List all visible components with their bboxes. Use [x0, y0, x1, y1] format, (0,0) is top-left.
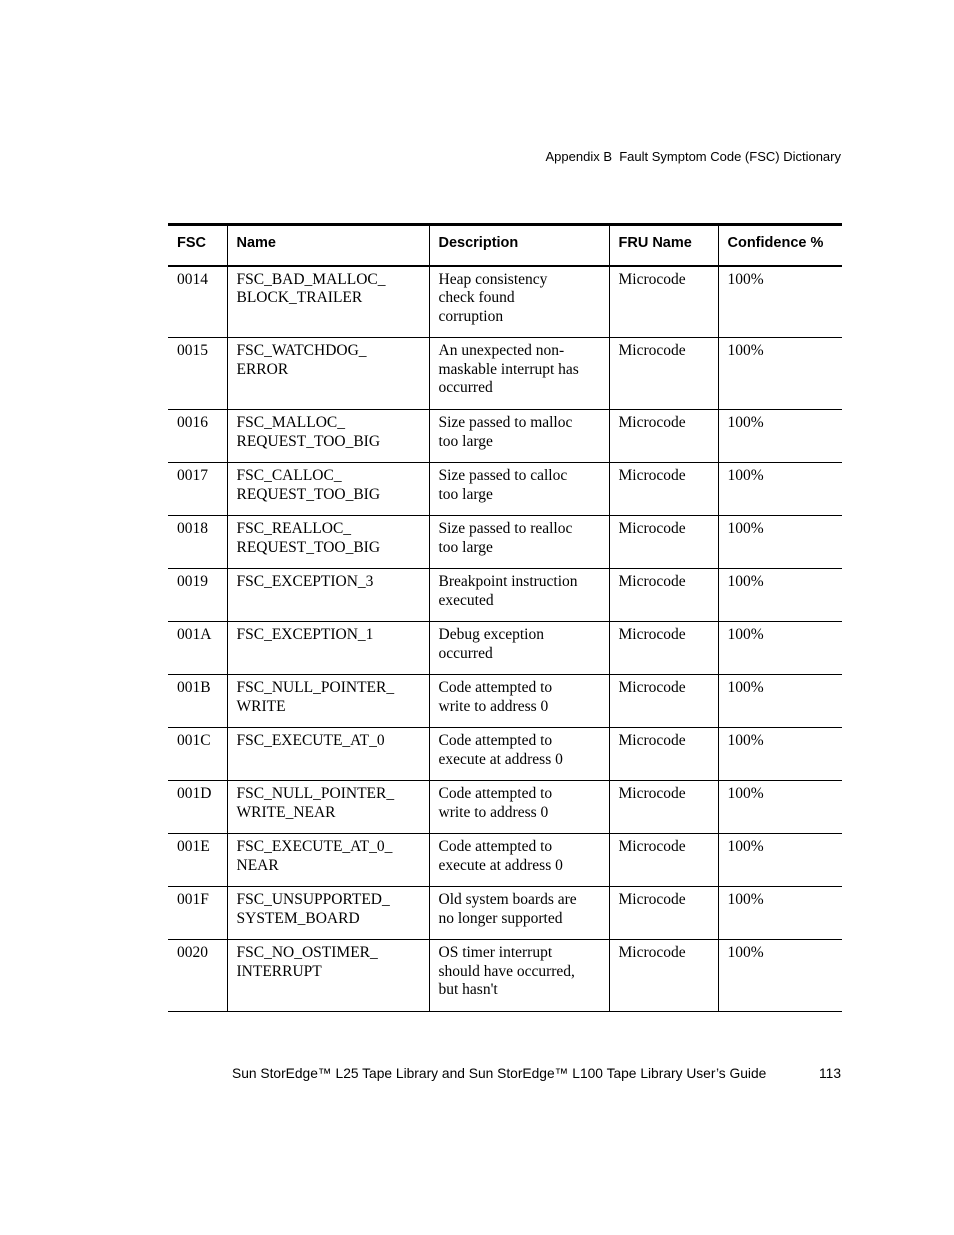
cell-description — [429, 622, 609, 675]
cell-description-line: Code attempted to — [438, 732, 553, 749]
cell-fru-name: Microcode — [609, 887, 718, 940]
cell-description-line: occurred — [438, 379, 493, 397]
cell-name-line: FSC_UNSUPPORTED_ — [236, 891, 390, 908]
cell-description — [429, 781, 609, 834]
cell-description — [429, 338, 609, 410]
cell-description-line: occurred — [438, 644, 493, 662]
cell-description-line: Code attempted to — [438, 679, 553, 696]
cell-name — [227, 410, 429, 463]
cell-description-line: Size passed to calloc — [438, 467, 568, 484]
cell-description-line: Size passed to malloc — [438, 414, 573, 431]
cell-fsc: 001D — [168, 781, 227, 834]
cell-fsc: 001C — [168, 728, 227, 781]
cell-fsc: 001A — [168, 622, 227, 675]
cell-description — [429, 728, 609, 781]
cell-fru-name: Microcode — [609, 410, 718, 463]
cell-fsc: 001B — [168, 675, 227, 728]
cell-confidence: 100% — [718, 622, 842, 675]
cell-name — [227, 622, 429, 675]
cell-fru-name: Microcode — [609, 338, 718, 410]
fsc-table — [168, 223, 842, 1012]
cell-name-line: REQUEST_TOO_BIG — [236, 538, 381, 556]
cell-description-line: Debug exception — [438, 626, 544, 643]
cell-name — [227, 728, 429, 781]
cell-name-line: BLOCK_TRAILER — [236, 289, 363, 307]
cell-name-line: FSC_EXCEPTION_1 — [236, 626, 374, 643]
cell-confidence: 100% — [718, 338, 842, 410]
cell-description-line: check found — [438, 289, 515, 307]
table-row — [168, 887, 842, 940]
cell-description-line: write to address 0 — [438, 803, 549, 821]
cell-description-line: OS timer interrupt — [438, 944, 553, 961]
cell-description-line: too large — [438, 538, 493, 556]
cell-confidence: 100% — [718, 887, 842, 940]
cell-fru-name: Microcode — [609, 516, 718, 569]
cell-description-line: no longer supported — [438, 909, 563, 927]
cell-fru-name: Microcode — [609, 569, 718, 622]
cell-confidence: 100% — [718, 834, 842, 887]
cell-description — [429, 410, 609, 463]
column-header-fru-name: FRU Name — [609, 225, 718, 266]
cell-fsc: 0018 — [168, 516, 227, 569]
table-row — [168, 781, 842, 834]
cell-name — [227, 338, 429, 410]
cell-description-line: but hasn't — [438, 981, 498, 999]
table-row — [168, 622, 842, 675]
table-row — [168, 410, 842, 463]
table-row — [168, 569, 842, 622]
cell-description-line: execute at address 0 — [438, 856, 563, 874]
cell-name-line: REQUEST_TOO_BIG — [236, 485, 381, 503]
cell-description — [429, 834, 609, 887]
cell-fsc: 0015 — [168, 338, 227, 410]
cell-name — [227, 569, 429, 622]
footer-title: Sun StorEdge™ L25 Tape Library and Sun StorEdge™ L100 Tape Library User’s Guide — [232, 1066, 767, 1081]
running-header: Appendix B Fault Symptom Code (FSC) Dictionary — [545, 149, 841, 164]
cell-confidence: 100% — [718, 781, 842, 834]
cell-name-line: SYSTEM_BOARD — [236, 909, 360, 927]
cell-name-line: FSC_BAD_MALLOC_ — [236, 270, 386, 288]
cell-name-line: FSC_REALLOC_ — [236, 520, 352, 537]
cell-name-line: INTERRUPT — [236, 962, 322, 980]
cell-description-line: Heap consistency — [438, 270, 548, 288]
cell-confidence: 100% — [718, 410, 842, 463]
cell-description-line: executed — [438, 591, 494, 609]
column-header-fsc: FSC — [168, 225, 227, 266]
cell-name-line: WRITE — [236, 697, 286, 715]
cell-name-line: NEAR — [236, 856, 279, 874]
table-row — [168, 834, 842, 887]
cell-confidence: 100% — [718, 516, 842, 569]
cell-name — [227, 781, 429, 834]
cell-name-line: FSC_NO_OSTIMER_ — [236, 944, 378, 961]
cell-fsc: 0019 — [168, 569, 227, 622]
page-number: 113 — [819, 1066, 841, 1081]
cell-fsc: 001F — [168, 887, 227, 940]
cell-name-line: REQUEST_TOO_BIG — [236, 432, 381, 450]
cell-description — [429, 266, 609, 338]
cell-name-line: ERROR — [236, 360, 289, 378]
cell-fru-name: Microcode — [609, 940, 718, 1012]
cell-description-line: Code attempted to — [438, 838, 553, 855]
cell-confidence: 100% — [718, 728, 842, 781]
cell-description — [429, 569, 609, 622]
cell-fru-name: Microcode — [609, 266, 718, 338]
cell-confidence: 100% — [718, 266, 842, 338]
table-row — [168, 463, 842, 516]
cell-name-line: FSC_EXCEPTION_3 — [236, 573, 374, 590]
cell-fru-name: Microcode — [609, 834, 718, 887]
cell-name-line: FSC_EXECUTE_AT_0_ — [236, 838, 393, 855]
cell-name-line: FSC_WATCHDOG_ — [236, 342, 367, 359]
cell-description-line: execute at address 0 — [438, 750, 563, 768]
cell-description-line: Code attempted to — [438, 785, 553, 802]
cell-description-line: too large — [438, 432, 493, 450]
cell-name — [227, 675, 429, 728]
cell-fru-name: Microcode — [609, 622, 718, 675]
cell-description-line: corruption — [438, 307, 504, 325]
cell-name — [227, 463, 429, 516]
cell-description-line: too large — [438, 485, 493, 503]
cell-description-line: write to address 0 — [438, 697, 549, 715]
cell-fru-name: Microcode — [609, 728, 718, 781]
table-body — [168, 266, 842, 1012]
column-header-name: Name — [227, 225, 429, 266]
table-row — [168, 338, 842, 410]
cell-description — [429, 463, 609, 516]
column-header-description: Description — [429, 225, 609, 266]
cell-fru-name: Microcode — [609, 781, 718, 834]
cell-name-line: FSC_MALLOC_ — [236, 414, 346, 431]
cell-description-line: maskable interrupt has — [438, 360, 579, 378]
table-row — [168, 940, 842, 1012]
table-row — [168, 516, 842, 569]
cell-name — [227, 887, 429, 940]
cell-name-line: FSC_NULL_POINTER_ — [236, 785, 395, 802]
cell-fru-name: Microcode — [609, 675, 718, 728]
cell-description — [429, 940, 609, 1012]
cell-description-line: An unexpected non- — [438, 342, 565, 359]
cell-name-line: FSC_EXECUTE_AT_0 — [236, 732, 385, 749]
cell-confidence: 100% — [718, 463, 842, 516]
cell-name-line: FSC_NULL_POINTER_ — [236, 679, 395, 696]
table-row — [168, 728, 842, 781]
table-header-row — [168, 225, 842, 266]
cell-name — [227, 266, 429, 338]
cell-description-line: Breakpoint instruction — [438, 573, 578, 590]
cell-fsc: 0020 — [168, 940, 227, 1012]
cell-fsc: 001E — [168, 834, 227, 887]
cell-name-line: FSC_CALLOC_ — [236, 467, 342, 484]
table-row — [168, 675, 842, 728]
cell-description-line: Old system boards are — [438, 891, 577, 908]
cell-confidence: 100% — [718, 675, 842, 728]
cell-fsc: 0014 — [168, 266, 227, 338]
cell-confidence: 100% — [718, 940, 842, 1012]
cell-description-line: should have occurred, — [438, 962, 575, 980]
cell-description — [429, 516, 609, 569]
cell-confidence: 100% — [718, 569, 842, 622]
cell-description — [429, 887, 609, 940]
cell-fsc: 0017 — [168, 463, 227, 516]
cell-description-line: Size passed to realloc — [438, 520, 573, 537]
cell-fru-name: Microcode — [609, 463, 718, 516]
cell-fsc: 0016 — [168, 410, 227, 463]
table-row — [168, 266, 842, 338]
cell-name — [227, 516, 429, 569]
cell-name-line: WRITE_NEAR — [236, 803, 336, 821]
cell-name — [227, 940, 429, 1012]
cell-name — [227, 834, 429, 887]
column-header-confidence: Confidence % — [718, 225, 842, 266]
cell-description — [429, 675, 609, 728]
